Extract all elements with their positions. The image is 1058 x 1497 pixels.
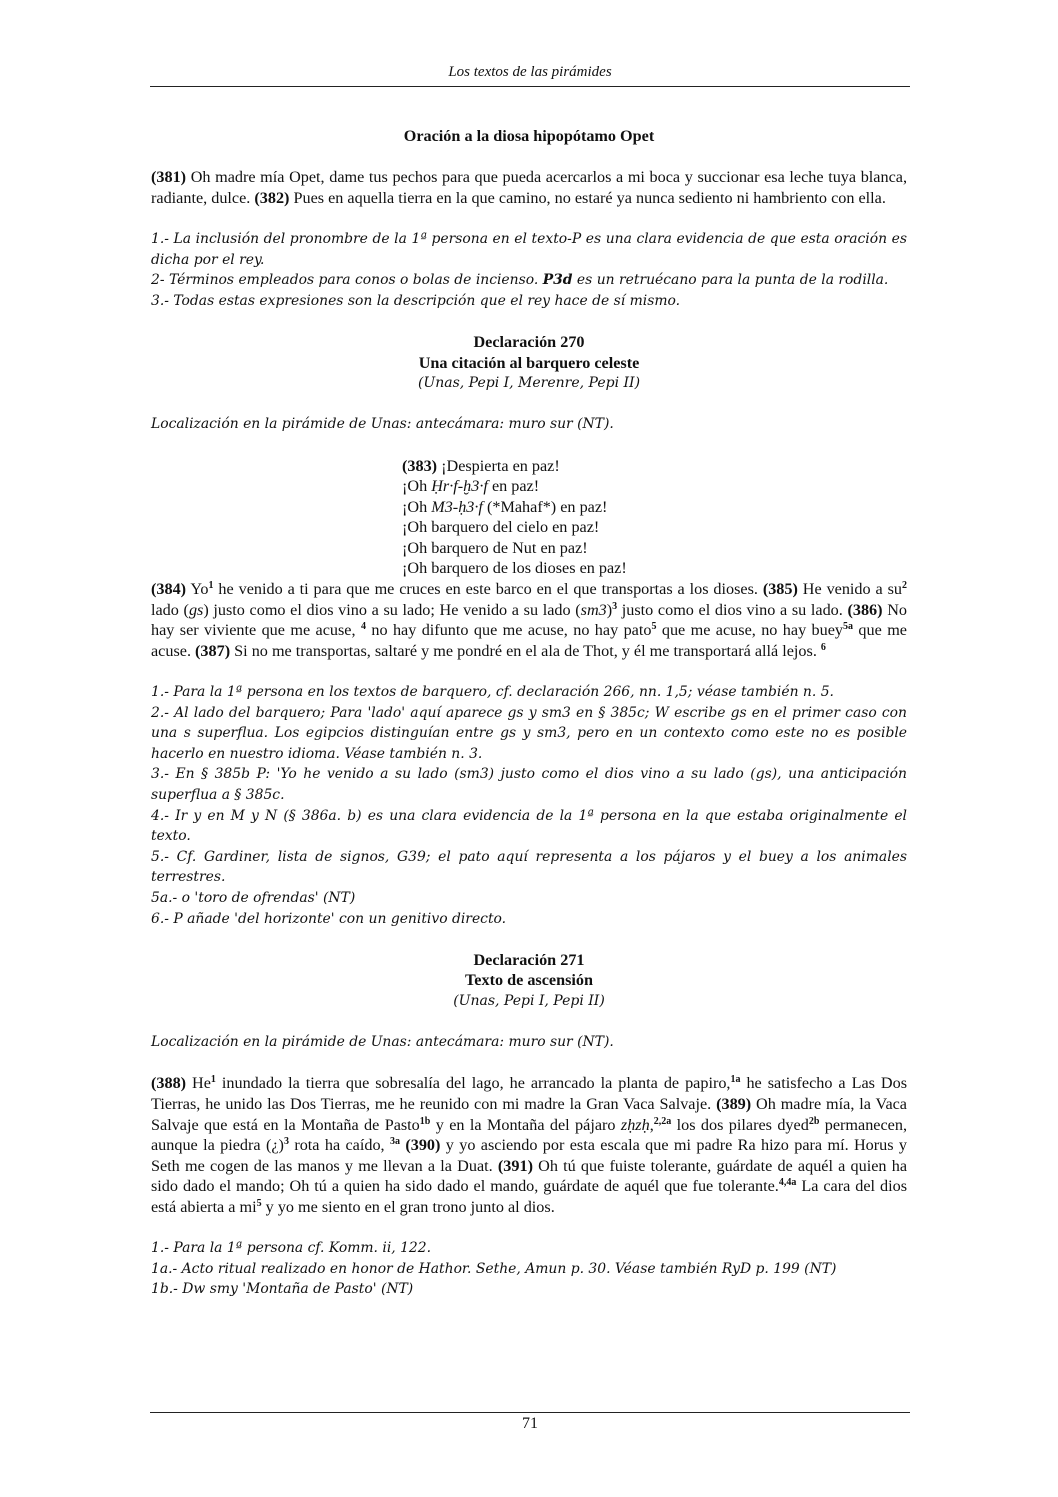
text-run: (*Mahaf*) en paz!: [482, 497, 608, 516]
footnote: 5.- Cf. Gardiner, lista de signos, G39; el pato aquí representa a los pájaros y el buey a los animales terrestres.: [151, 848, 907, 886]
egyptian-term: Ḥr·f-ḫ3·f: [431, 477, 488, 496]
footnote-ref: 3a: [389, 1136, 400, 1148]
footnote-ref: 2: [902, 580, 907, 592]
footnote-ref: 3: [612, 600, 618, 612]
running-title: Los textos de las pirámides: [448, 64, 612, 80]
spacer: [151, 1217, 907, 1238]
verse-ref: (388): [151, 1074, 187, 1093]
footnote: 1.- Para la 1ª persona cf. Komm. ii, 122.: [151, 1240, 432, 1257]
text-run: inundado la tierra que sobresalía del lago, he arrancado la planta de papiro,: [215, 1074, 731, 1093]
text-run: He venido a su: [797, 580, 902, 599]
verse-ref: (384): [151, 580, 187, 599]
text-run: 'Montaña de Pasto' (NT): [237, 1281, 414, 1298]
term: P3d: [542, 272, 573, 289]
footnote-ref: 4,4a: [778, 1177, 797, 1189]
footnote: [151, 270, 907, 291]
text-run: los dos pilares dyed: [671, 1115, 809, 1134]
text-run: ¡Oh: [402, 477, 432, 496]
spacer: [151, 435, 907, 456]
text-run: Si no me transportas, saltaré y me pondré en el ala de Thot, y él me transportará allá lejos.: [230, 641, 821, 660]
spacer: [151, 311, 907, 332]
text-run: 2- Términos empleados para conos o bolas de incienso.: [151, 272, 543, 289]
egyptian-term: Dw smy: [182, 1281, 238, 1298]
spacer: [151, 1053, 907, 1074]
section-title-opet: Oración a la diosa hipopótamo Opet: [403, 127, 655, 145]
text-run: ,: [649, 1115, 654, 1134]
footnote: 6.- P añade 'del horizonte' con un genitivo directo.: [151, 910, 507, 927]
egyptian-term: M3-ḥ3·f: [431, 497, 483, 516]
section-versions-271: (Unas, Pepi I, Pepi II): [453, 992, 605, 1009]
text-run: justo como el dios vino a su lado.: [617, 600, 848, 619]
text-run: Oh madre mía Opet, dame tus pechos para que pueda acercarlos a mi boca y succionar esa leche tuya blanca, radiante, dulce.: [151, 168, 907, 207]
text-run: ¡Oh: [402, 497, 432, 516]
verse-line: [402, 476, 907, 497]
text-run: y en la Montaña del pájaro: [430, 1115, 621, 1134]
text-run: 1b.-: [151, 1281, 183, 1298]
footnote-ref: 1: [210, 1074, 216, 1086]
egyptian-term: gs: [188, 600, 204, 619]
footnote-ref: 4: [360, 621, 366, 633]
text-run: Pues en aquella tierra en la que camino, no estaré ya nunca sediento ni hambriento con ella.: [289, 188, 886, 207]
verse-line: ¡Oh barquero de los dioses en paz!: [402, 559, 627, 578]
section-subtitle-271: Texto de ascensión: [464, 971, 593, 990]
verse-ref: (386): [847, 600, 883, 619]
spacer: [151, 929, 907, 950]
verse-line: ¡Oh barquero del cielo en paz!: [402, 518, 600, 537]
text-run: que me acuse, no hay buey: [656, 621, 844, 640]
section-versions-270: (Unas, Pepi I, Merenre, Pepi II): [417, 375, 641, 392]
footnote-ref: 1b: [419, 1115, 431, 1127]
footnote: 5a.- o 'toro de ofrendas' (NT): [151, 889, 356, 906]
section-title-270: Declaración 270: [473, 332, 585, 351]
text-run: que me acuse.: [151, 621, 907, 660]
text-run: Oh madre mía, la Vaca Salvaje que está en la Montaña de Pasto: [151, 1094, 907, 1134]
page-content: [151, 126, 907, 1300]
spacer: [151, 208, 907, 229]
text-run: ) justo como el dios vino a su lado; He venido a su lado (: [203, 600, 581, 619]
verse-ref: (387): [195, 641, 231, 660]
footnote: 2.- Al lado del barquero; Para 'lado' aquí aparece gs y sm3 en § 385c; W escribe gs en el primer caso con una s superflua. Los egipcios distinguían entre gs y sm3, pero en un contexto como este no es posible hacerlo en nuestro idioma. Véase también n. 3.: [151, 704, 907, 762]
spacer: [151, 147, 907, 168]
verse-line: [402, 456, 907, 477]
verse-ref: (391): [497, 1156, 533, 1175]
footnote: [151, 1279, 907, 1300]
paragraph-opet: [151, 167, 907, 208]
text-run: Oh tú que fuiste tolerante, guárdate de aquél a quien ha sido dado el mando; Oh tú a quien ha sido dado el mando, guárdate de aquél que fue tolerante.: [151, 1156, 908, 1196]
footer-rule: [150, 1412, 910, 1413]
footnote-ref: 2b: [808, 1115, 820, 1127]
footnote: 1a.- Acto ritual realizado en honor de Hathor. Sethe, Amun p. 30. Véase también RyD p. 199 (NT): [151, 1260, 837, 1277]
spacer: [151, 661, 907, 682]
text-run: He: [186, 1074, 211, 1093]
spacer: [151, 394, 907, 415]
footnote: 1.- Para la 1ª persona en los textos de barquero, cf. declaración 266, nn. 1,5; véase también n. 5.: [151, 684, 834, 701]
footnote-ref: 5: [651, 621, 657, 633]
footnote-ref: 5a: [843, 621, 854, 633]
text-run: y yo asciendo por esta escala que mi padre Ra hizo para mí. Horus y Seth me cogen de las manos y me llevan a la Duat.: [151, 1136, 908, 1175]
paragraph-270: [151, 579, 907, 661]
text-run: y yo me siento en el gran trono junto al dios.: [261, 1197, 555, 1216]
verse-line: [402, 497, 907, 518]
invocation-verses: [402, 456, 907, 580]
footnote: 3.- Todas estas expresiones son la descripción que el rey hace de sí mismo.: [151, 292, 681, 309]
paragraph-271: [151, 1073, 907, 1217]
footnote-ref: 2,2a: [653, 1115, 672, 1127]
text-run: no hay difunto que me acuse, no hay pato: [365, 621, 652, 640]
verse-ref: (390): [405, 1136, 441, 1155]
verse-ref: (389): [716, 1094, 752, 1113]
verse-ref: (385): [762, 580, 798, 599]
header-rule: [150, 86, 910, 87]
text-run: he venido a ti para que me cruces en este barco en el que transportas a los dioses.: [213, 580, 763, 599]
footnote: 1.- La inclusión del pronombre de la 1ª persona en el texto-P es una clara evidencia de que esta oración es dicha por el rey.: [151, 230, 907, 268]
verse-ref: (382): [254, 188, 290, 207]
footnote: 4.- Ir y en M y N (§ 386a. b) es una clara evidencia de la 1ª persona en la que estaba originalmente el texto.: [151, 807, 907, 845]
text-run: rota ha caído,: [288, 1136, 390, 1155]
text-run: No hay ser viviente que me acuse,: [151, 600, 907, 640]
spacer: [151, 1012, 907, 1033]
verse-line: ¡Oh barquero de Nut en paz!: [402, 538, 588, 557]
text-run: lado (: [151, 600, 189, 619]
text-run: ): [606, 600, 613, 619]
egyptian-term: zḥzḥ: [620, 1115, 650, 1134]
page-number: 71: [522, 1415, 538, 1432]
text-run: ¡Despierta en paz!: [437, 456, 560, 475]
egyptian-term: sm3: [580, 600, 607, 619]
verse-ref: (383): [402, 456, 438, 475]
footnote: 3.- En § 385b P: 'Yo he venido a su lado (sm3) justo como el dios vino a su lado (gs), una anticipación superflua a § 385c.: [151, 766, 907, 803]
location-note-270: Localización en la pirámide de Unas: antecámara: muro sur (NT).: [151, 416, 614, 433]
text-run: La cara del dios está abierta a mi: [151, 1177, 907, 1216]
footnote-ref: 3: [283, 1136, 289, 1148]
text-run: permanecen, aunque la piedra (¿): [151, 1115, 907, 1155]
footnote-ref: 5: [256, 1197, 262, 1209]
text-run: Yo: [186, 580, 209, 599]
section-subtitle-270: Una citación al barquero celeste: [418, 353, 640, 372]
text-run: en paz!: [487, 477, 540, 496]
footnote-ref: 1a: [730, 1074, 741, 1086]
footnote-ref: 6: [820, 641, 826, 653]
footnote-ref: 1: [208, 580, 214, 592]
text-run: he satisfecho a Las Dos Tierras, he unido las Dos Tierras, me he reunido con mi madre la Gran Vaca Salvaje.: [151, 1074, 908, 1113]
text-run: es un retruécano para la punta de la rodilla.: [572, 272, 889, 289]
section-title-271: Declaración 271: [473, 950, 585, 969]
verse-ref: (381): [151, 168, 187, 187]
location-note-271: Localización en la pirámide de Unas: antecámara: muro sur (NT).: [151, 1034, 614, 1051]
